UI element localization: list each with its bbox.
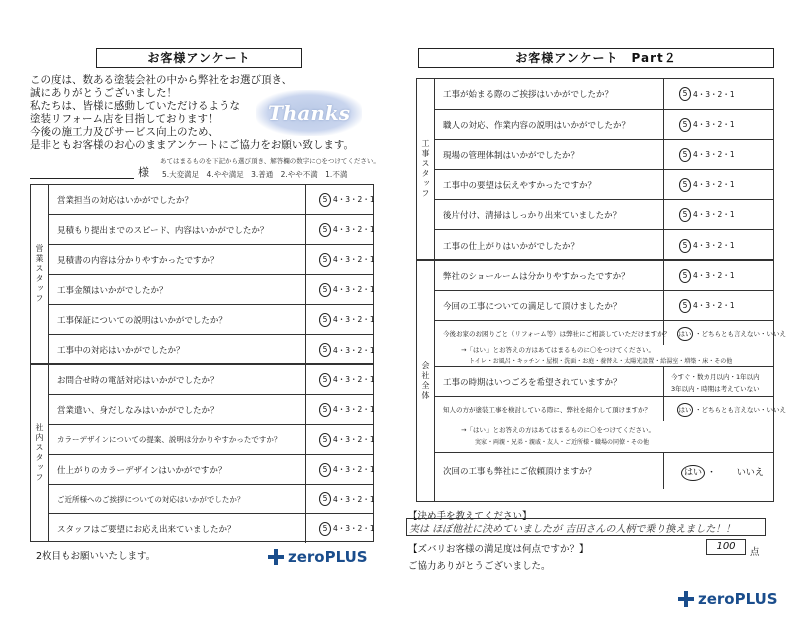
- question-row: [435, 321, 786, 367]
- question-text: 後片付け、清掃はしっかり出来ていましたか？: [443, 210, 622, 221]
- satisfaction-label: 【ズバリお客様の満足度は何点ですか？】: [408, 544, 589, 555]
- group-label: 会社全体: [417, 261, 435, 501]
- question-row: [435, 397, 786, 453]
- selected-option: はい: [677, 327, 693, 341]
- followup-note: →「はい」とお答えの方はあてはまるものに〇をつけてください。: [461, 346, 655, 354]
- rating-scale[interactable]: 5 4・3・2・1: [679, 79, 735, 109]
- question-text: 見積もり提出までのスピード、内容はいかがでしたか？: [57, 225, 269, 236]
- rating-scale[interactable]: 5 4・3・2・1: [319, 514, 375, 543]
- rating-scale[interactable]: 5 4・3・2・1: [319, 395, 375, 424]
- rating-scale[interactable]: 5 4・3・2・1: [679, 230, 735, 261]
- selected-score: 5: [319, 373, 331, 387]
- answer-options[interactable]: はい ・どちらとも言えない・いいえ: [677, 327, 786, 341]
- plus-icon: [268, 549, 284, 565]
- question-row: [49, 425, 373, 455]
- question-text: 工事の時期はいつごろを希望されていますか？: [443, 377, 622, 388]
- followup-options[interactable]: 実家・両親・兄弟・親戚・友人・ご近所様・職場の同僚・その他: [475, 439, 650, 446]
- selected-score: 5: [319, 433, 331, 447]
- rating-scale[interactable]: 5 4・3・2・1: [319, 245, 375, 274]
- intro-line: 誠にありがとうございました！: [30, 87, 177, 99]
- sama-label: 様: [138, 166, 149, 179]
- rating-scale[interactable]: 5 4・3・2・1: [319, 185, 375, 214]
- rating-scale[interactable]: 5 4・3・2・1: [679, 110, 735, 139]
- selected-score: 5: [319, 223, 331, 237]
- rating-scale[interactable]: 5 4・3・2・1: [319, 335, 375, 365]
- question-text: 次回の工事も弊社にご依頼頂けますか？: [443, 467, 597, 477]
- intro-line: この度は、数ある塗装会社の中から弊社をお選び頂き、: [30, 74, 293, 86]
- question-text: 見積書の内容は分かりやすかったですか？: [57, 255, 219, 266]
- question-row: [435, 140, 773, 170]
- selected-score: 5: [679, 178, 691, 192]
- question-text: 今回の工事についての満足して頂けましたか？: [443, 301, 622, 312]
- selected-score: 5: [679, 87, 691, 101]
- page-title: お客様アンケート Part２: [418, 48, 774, 68]
- selected-score: 5: [319, 283, 331, 297]
- question-text: 職人の対応、作業内容の説明はいかがでしたか？: [443, 120, 631, 131]
- question-row: [49, 395, 373, 425]
- footnote: 2枚目もお願いいたします。: [36, 551, 156, 562]
- question-text: 今後お家のお困りごと（リフォーム等）は弊社にご相談していただけますか？: [443, 329, 671, 338]
- intro-line: 是非ともお客様のお心のままアンケートにご協力をお願い致します。: [30, 139, 355, 151]
- question-row: [435, 200, 773, 230]
- rating-scale[interactable]: 5 4・3・2・1: [679, 291, 735, 320]
- question-text: 知人の方が塗装工事を検討している際に、弊社を紹介して頂けますか？: [443, 405, 651, 414]
- satisfaction-score-field[interactable]: 100: [706, 539, 746, 555]
- selected-score: 5: [319, 193, 331, 207]
- question-row: [49, 305, 373, 335]
- question-row: [49, 365, 373, 395]
- question-row: [49, 215, 373, 245]
- question-row: [435, 230, 773, 261]
- question-row: [49, 245, 373, 275]
- closing-message: ご協力ありがとうございました。: [408, 561, 551, 572]
- customer-name-field[interactable]: [30, 178, 134, 179]
- legend-scale: 5.大変満足 4.やや満足 3.普通 2.やや不満 1.不満: [162, 170, 348, 179]
- rating-scale[interactable]: 5 4・3・2・1: [319, 215, 375, 244]
- question-text: 現場の管理体制はいかがでしたか？: [443, 150, 580, 161]
- page-title: お客様アンケート: [96, 48, 302, 68]
- question-text: 営業遣い、身だしなみはいかがでしたか？: [57, 405, 219, 416]
- selected-score: 5: [679, 299, 691, 313]
- question-text: ご近所様へのご挨拶についての対応はいかがでしたか？: [57, 494, 245, 504]
- question-row: [49, 335, 373, 365]
- legend-note: あてはまるものを下記から選び頂き、解答欄の数字に○をつけてください。: [160, 157, 380, 165]
- question-text: 工事中の対応はいかがでしたか？: [57, 346, 185, 356]
- question-text: 工事中の要望は伝えやすかったですか？: [443, 180, 597, 191]
- rating-scale[interactable]: 5 4・3・2・1: [319, 485, 375, 513]
- selected-score: 5: [319, 253, 331, 267]
- question-text: お問合せ時の電話対応はいかがでしたか？: [57, 375, 219, 386]
- question-text: 工事が始まる際のご挨拶はいかがでしたか？: [443, 90, 614, 100]
- group-label: 社内スタッフ: [31, 365, 49, 541]
- question-text: 工事の仕上がりはいかがでしたか？: [443, 241, 580, 252]
- intro-line: 塗装リフォーム店を目指しております！: [30, 113, 219, 125]
- survey-page-2: [400, 0, 800, 622]
- rating-scale[interactable]: 5 4・3・2・1: [679, 261, 735, 290]
- group-sales-staff: [30, 184, 374, 364]
- reason-label: 【決め手を教えてください】: [408, 511, 532, 522]
- question-text: 弊社のショールームは分かりやすかったですか？: [443, 271, 630, 282]
- question-row: [435, 367, 773, 397]
- selected-option: はい: [677, 403, 693, 417]
- reason-field[interactable]: [406, 518, 766, 536]
- rating-scale[interactable]: 5 4・3・2・1: [679, 140, 735, 169]
- yes-no-options[interactable]: はい ・ いいえ: [681, 465, 764, 481]
- thanks-logo: Thanks: [256, 90, 362, 136]
- question-row: [49, 514, 373, 543]
- selected-option: はい: [681, 465, 705, 481]
- question-text: 仕上がりのカラーデザインはいかがですか？: [57, 465, 227, 476]
- company-logo: zeroPLUS: [268, 548, 368, 566]
- selected-score: 5: [319, 492, 331, 506]
- question-row: [49, 275, 373, 305]
- followup-options[interactable]: トイレ・お風呂・キッチン・屋根・洗面・お庭・養替え・太陽光設置・給湯室・増築・床・その他: [469, 358, 733, 365]
- intro-line: 今後の施工力及びサービス向上のため、: [30, 126, 219, 138]
- group-label: 工事スタッフ: [417, 79, 435, 259]
- selected-score: 5: [319, 403, 331, 417]
- company-logo: zeroPLUS: [678, 590, 778, 608]
- rating-scale[interactable]: 5 4・3・2・1: [319, 275, 375, 304]
- question-row: [435, 291, 773, 321]
- selected-score: 5: [319, 343, 331, 357]
- question-text: カラーデザインについての提案、説明は分かりやすかったですか？: [57, 435, 282, 444]
- question-text: 工事金額はいかがでしたか？: [57, 285, 168, 296]
- question-text: スタッフはご要望にお応え出来ていましたか？: [57, 524, 236, 535]
- selected-score: 5: [319, 522, 331, 536]
- question-row: [435, 261, 773, 291]
- selected-score: 5: [319, 313, 331, 327]
- selected-score: 5: [679, 239, 691, 253]
- intro-line: 私たちは、皆様に感動していただけるような: [30, 100, 240, 112]
- question-row: [435, 79, 773, 110]
- rating-scale[interactable]: 5 4・3・2・1: [679, 200, 735, 229]
- selected-score: 5: [319, 463, 331, 477]
- selected-score: 5: [679, 118, 691, 132]
- question-row: [49, 455, 373, 485]
- group-company-overall: [416, 260, 786, 502]
- rating-scale[interactable]: 5 4・3・2・1: [319, 425, 375, 454]
- satisfaction-unit: 点: [750, 547, 760, 558]
- customer-name-row: [30, 154, 380, 184]
- rating-scale[interactable]: 5 4・3・2・1: [319, 365, 375, 394]
- rating-scale[interactable]: 5 4・3・2・1: [319, 305, 375, 334]
- timing-options[interactable]: 3年以内・時期は考えていない: [671, 385, 760, 393]
- selected-score: 5: [679, 148, 691, 162]
- group-label: 営業スタッフ: [31, 185, 49, 363]
- rating-scale[interactable]: 5 4・3・2・1: [679, 170, 735, 199]
- question-row: [49, 485, 373, 514]
- reason-answer: 実は ほぼ他社に決めていましたが 吉田さんの人柄で乗り換えました！！: [409, 524, 736, 535]
- group-construction-staff: [416, 78, 774, 260]
- answer-options[interactable]: はい ・どちらとも言えない・いいえ: [677, 403, 786, 417]
- selected-score: 5: [679, 269, 691, 283]
- plus-icon: [678, 591, 694, 607]
- rating-scale[interactable]: 5 4・3・2・1: [319, 455, 375, 484]
- selected-score: 5: [679, 208, 691, 222]
- followup-note: →「はい」とお答えの方はあてはまるものに〇をつけてください。: [461, 426, 655, 434]
- group-office-staff: [30, 364, 374, 542]
- timing-options[interactable]: 今すぐ・数カ月以内・1年以内: [671, 373, 760, 381]
- question-text: 工事保証についての説明はいかがでしたか？: [57, 315, 227, 326]
- question-row: [435, 110, 773, 140]
- question-row: [435, 170, 773, 200]
- question-row: [435, 453, 773, 503]
- question-text: 営業担当の対応はいかがでしたか？: [57, 195, 194, 206]
- question-row: [49, 185, 373, 215]
